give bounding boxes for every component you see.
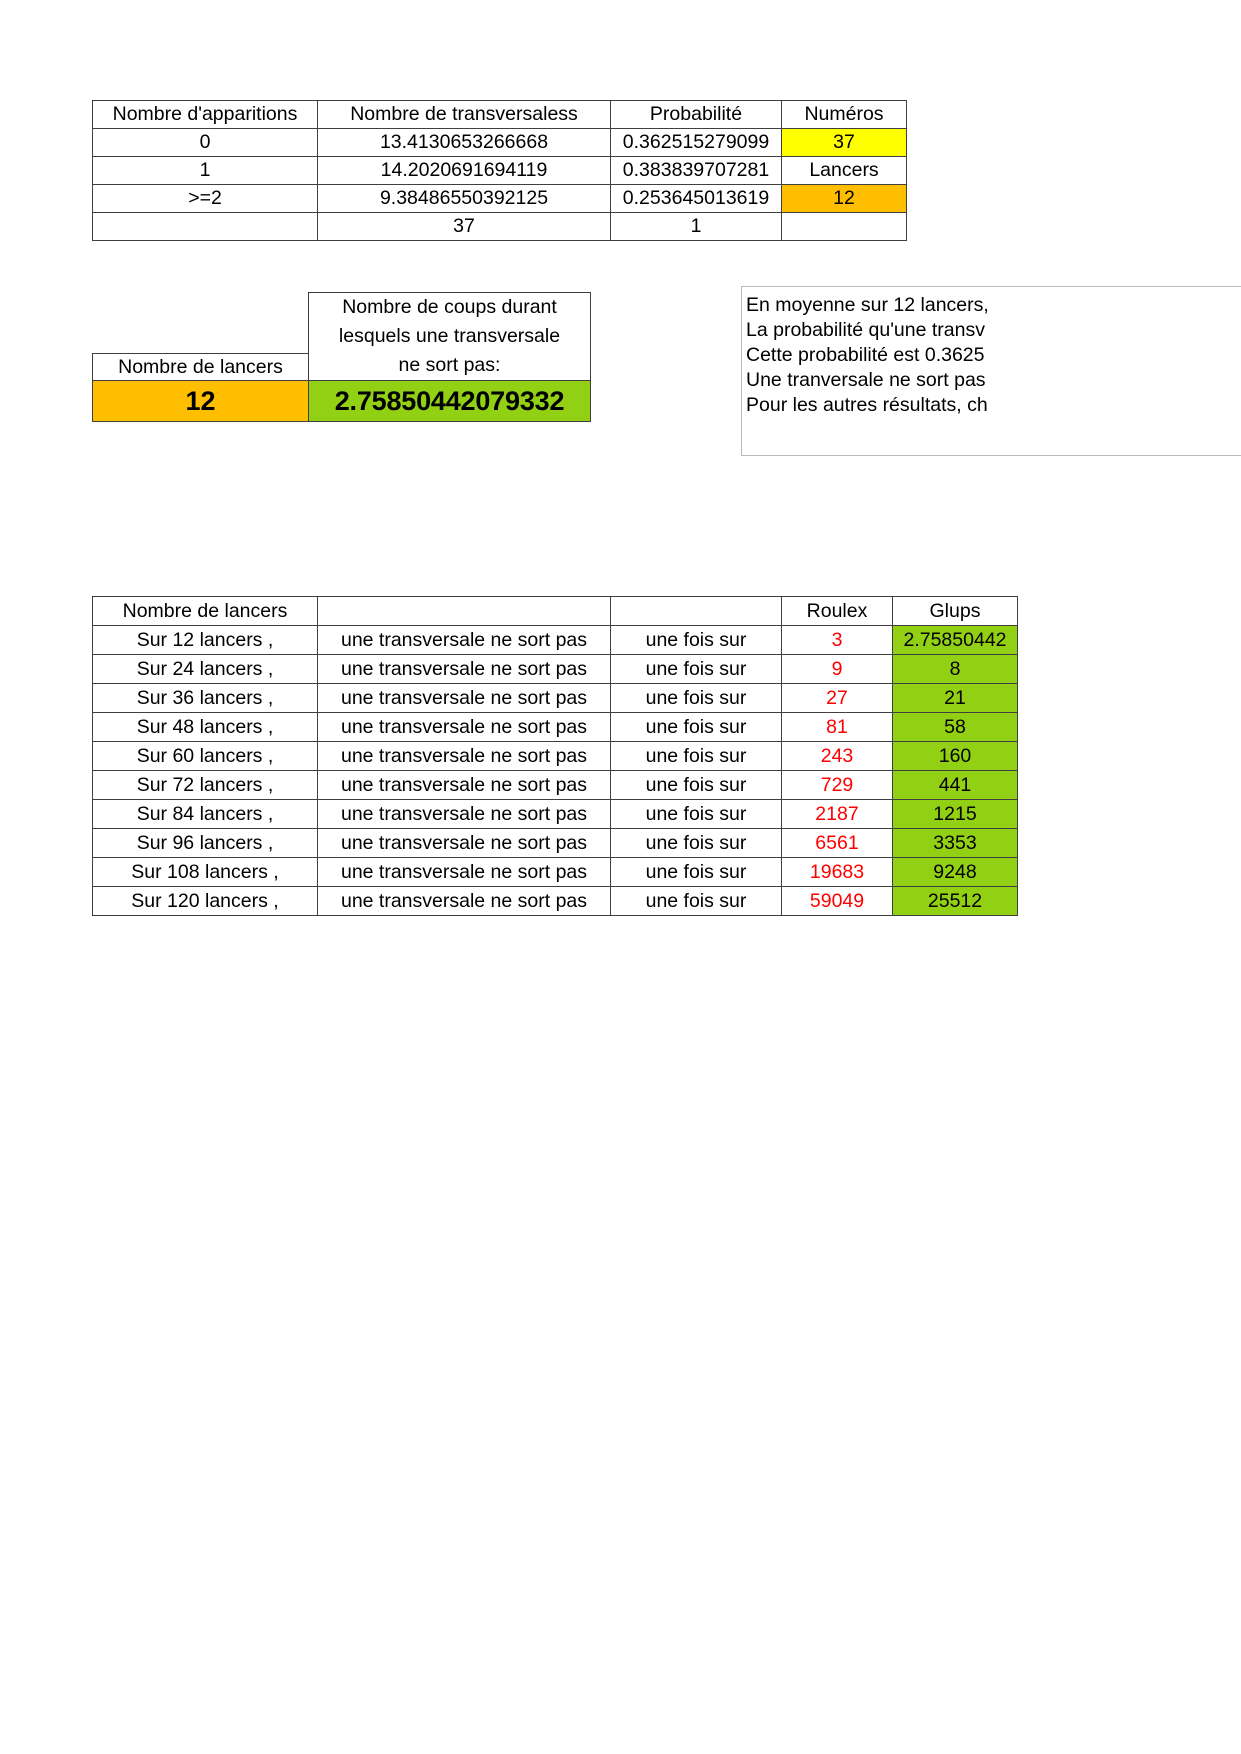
cell-lancers[interactable]: Sur 12 lancers ,	[93, 626, 318, 655]
cell-transversales[interactable]: 9.38486550392125	[318, 185, 611, 213]
cell-probabilite[interactable]: 0.253645013619	[611, 185, 782, 213]
cell-glups[interactable]: 3353	[893, 829, 1018, 858]
cell-glups[interactable]: 2.75850442	[893, 626, 1018, 655]
cell-roulex[interactable]: 19683	[782, 858, 893, 887]
cell-lancers[interactable]: Sur 120 lancers ,	[93, 887, 318, 916]
cell-lancers[interactable]: Sur 108 lancers ,	[93, 858, 318, 887]
cell-apparitions[interactable]: 0	[93, 129, 318, 157]
cell-fois[interactable]: une fois sur	[611, 742, 782, 771]
cell-apparitions[interactable]: 1	[93, 157, 318, 185]
table-row	[93, 800, 1018, 829]
cell-roulex[interactable]: 2187	[782, 800, 893, 829]
cell-glups[interactable]: 21	[893, 684, 1018, 713]
cell-phrase[interactable]: une transversale ne sort pas	[318, 655, 611, 684]
header-roulex: Roulex	[782, 597, 893, 626]
table-header-row	[93, 101, 907, 129]
cell-phrase[interactable]: une transversale ne sort pas	[318, 887, 611, 916]
cell-glups[interactable]: 25512	[893, 887, 1018, 916]
cell-lancers[interactable]: Sur 48 lancers ,	[93, 713, 318, 742]
cell-glups[interactable]: 8	[893, 655, 1018, 684]
note-line: Une tranversale ne sort pas	[746, 369, 986, 391]
cell-glups[interactable]: 160	[893, 742, 1018, 771]
cell-empty	[782, 213, 907, 241]
nombre-de-lancers-label: Nombre de lancers	[92, 353, 309, 381]
table-row	[93, 185, 907, 213]
nombre-de-coups-label	[308, 292, 591, 381]
cell-total-transversales[interactable]: 37	[318, 213, 611, 241]
cell-apparitions[interactable]: >=2	[93, 185, 318, 213]
header-empty-phrase	[318, 597, 611, 626]
cell-numeros-highlight[interactable]: 37	[782, 129, 907, 157]
nombre-de-coups-block	[308, 292, 591, 422]
cell-empty	[93, 213, 318, 241]
cell-transversales[interactable]: 14.2020691694119	[318, 157, 611, 185]
cell-fois[interactable]: une fois sur	[611, 713, 782, 742]
header-nombre-apparitions: Nombre d'apparitions	[93, 101, 318, 129]
nombre-de-coups-value[interactable]: 2.75850442079332	[308, 381, 591, 422]
header-numeros: Numéros	[782, 101, 907, 129]
cell-fois[interactable]: une fois sur	[611, 626, 782, 655]
cell-total-probabilite[interactable]: 1	[611, 213, 782, 241]
cell-probabilite[interactable]: 0.362515279099	[611, 129, 782, 157]
cell-roulex[interactable]: 59049	[782, 887, 893, 916]
cell-fois[interactable]: une fois sur	[611, 800, 782, 829]
note-line: Cette probabilité est 0.3625	[746, 344, 985, 366]
cell-phrase[interactable]: une transversale ne sort pas	[318, 713, 611, 742]
cell-fois[interactable]: une fois sur	[611, 829, 782, 858]
cell-roulex[interactable]: 3	[782, 626, 893, 655]
table-row	[93, 626, 1018, 655]
cell-fois[interactable]: une fois sur	[611, 887, 782, 916]
lancers-detail-table	[92, 596, 1018, 916]
header-nombre-transversales: Nombre de transversaless	[318, 101, 611, 129]
cell-numeros-lancers[interactable]: 12	[782, 185, 907, 213]
cell-roulex[interactable]: 243	[782, 742, 893, 771]
header-nombre-de-lancers: Nombre de lancers	[93, 597, 318, 626]
cell-numeros-label[interactable]: Lancers	[782, 157, 907, 185]
cell-transversales[interactable]: 13.4130653266668	[318, 129, 611, 157]
cell-phrase[interactable]: une transversale ne sort pas	[318, 800, 611, 829]
note-line: Pour les autres résultats, ch	[746, 394, 988, 416]
table-row	[93, 742, 1018, 771]
table-row	[93, 129, 907, 157]
nombre-de-coups-label-line1: Nombre de coups durant	[342, 296, 557, 318]
cell-lancers[interactable]: Sur 36 lancers ,	[93, 684, 318, 713]
table-row	[93, 829, 1018, 858]
explanation-note-box[interactable]	[741, 286, 1241, 456]
nombre-de-coups-label-line2: lesquels une transversale	[338, 325, 561, 347]
note-line: En moyenne sur 12 lancers,	[746, 294, 989, 316]
nombre-de-lancers-value[interactable]: 12	[92, 381, 309, 422]
cell-glups[interactable]: 9248	[893, 858, 1018, 887]
nombre-de-coups-label-line3: ne sort pas:	[398, 354, 501, 376]
header-glups: Glups	[893, 597, 1018, 626]
cell-glups[interactable]: 441	[893, 771, 1018, 800]
cell-lancers[interactable]: Sur 60 lancers ,	[93, 742, 318, 771]
cell-phrase[interactable]: une transversale ne sort pas	[318, 626, 611, 655]
cell-phrase[interactable]: une transversale ne sort pas	[318, 829, 611, 858]
cell-fois[interactable]: une fois sur	[611, 684, 782, 713]
header-probabilite: Probabilité	[611, 101, 782, 129]
cell-probabilite[interactable]: 0.383839707281	[611, 157, 782, 185]
cell-lancers[interactable]: Sur 72 lancers ,	[93, 771, 318, 800]
cell-roulex[interactable]: 6561	[782, 829, 893, 858]
table-row	[93, 655, 1018, 684]
cell-roulex[interactable]: 9	[782, 655, 893, 684]
note-line: La probabilité qu'une transv	[746, 319, 985, 341]
cell-roulex[interactable]: 81	[782, 713, 893, 742]
table-row	[93, 771, 1018, 800]
cell-lancers[interactable]: Sur 96 lancers ,	[93, 829, 318, 858]
apparitions-probability-table	[92, 100, 907, 241]
cell-roulex[interactable]: 729	[782, 771, 893, 800]
cell-phrase[interactable]: une transversale ne sort pas	[318, 684, 611, 713]
table-row	[93, 887, 1018, 916]
cell-fois[interactable]: une fois sur	[611, 858, 782, 887]
cell-roulex[interactable]: 27	[782, 684, 893, 713]
cell-phrase[interactable]: une transversale ne sort pas	[318, 742, 611, 771]
cell-phrase[interactable]: une transversale ne sort pas	[318, 858, 611, 887]
table-row	[93, 858, 1018, 887]
table-row	[93, 157, 907, 185]
cell-lancers[interactable]: Sur 84 lancers ,	[93, 800, 318, 829]
cell-glups[interactable]: 58	[893, 713, 1018, 742]
table-header-row	[93, 597, 1018, 626]
table-row	[93, 684, 1018, 713]
cell-fois[interactable]: une fois sur	[611, 771, 782, 800]
cell-phrase[interactable]: une transversale ne sort pas	[318, 771, 611, 800]
table-totals-row	[93, 213, 907, 241]
cell-glups[interactable]: 1215	[893, 800, 1018, 829]
cell-lancers[interactable]: Sur 24 lancers ,	[93, 655, 318, 684]
nombre-de-lancers-block	[92, 353, 309, 422]
header-empty-fois	[611, 597, 782, 626]
cell-fois[interactable]: une fois sur	[611, 655, 782, 684]
table-row	[93, 713, 1018, 742]
